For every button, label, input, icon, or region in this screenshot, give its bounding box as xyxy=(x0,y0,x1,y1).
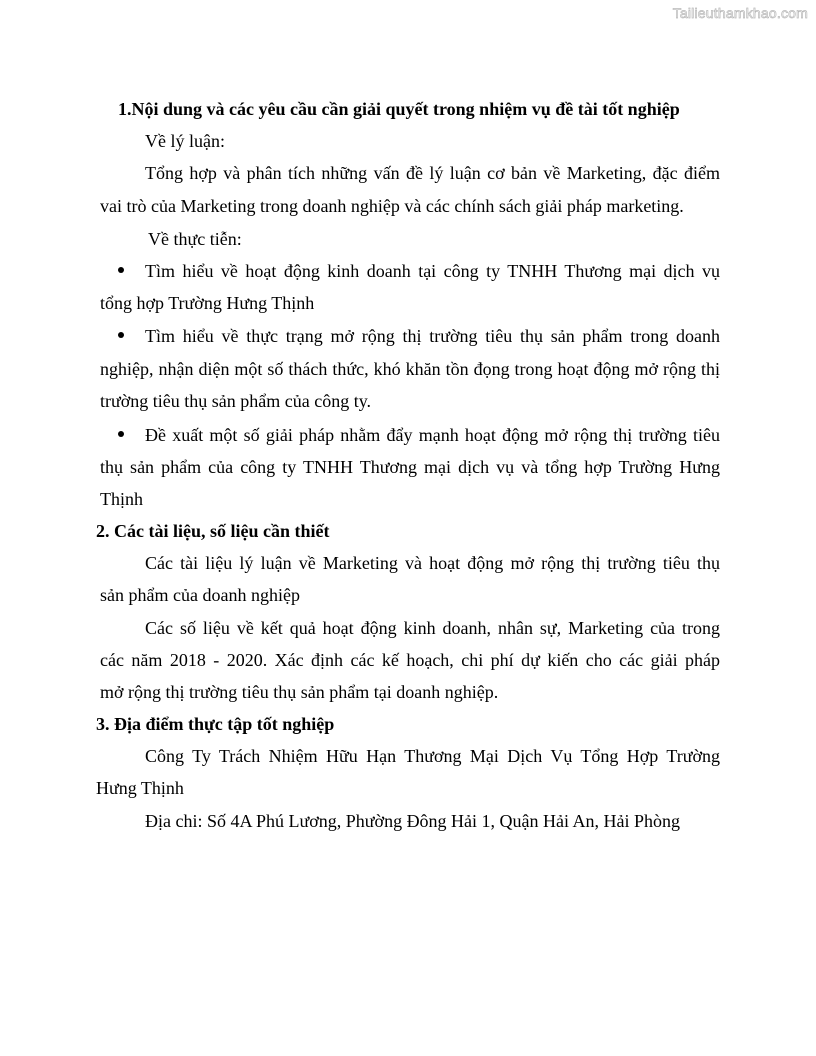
company-line-1: Công Ty Trách Nhiệm Hữu Hạn Thương Mại Dịch Vụ Tổng Hợp Trường xyxy=(145,746,720,766)
theory-label: Về lý luận: xyxy=(145,131,225,151)
bullet-3-line-2: thụ sản phẩm của công ty TNHH Thương mại dịch vụ và tổng hợp Trường Hưng xyxy=(100,457,720,477)
bullet-3-line-3: Thịnh xyxy=(100,489,143,509)
section2-para1-line-1: Các tài liệu lý luận về Marketing và hoạt động mở rộng thị trường tiêu thụ xyxy=(145,553,720,573)
section2-heading: 2. Các tài liệu, số liệu cần thiết xyxy=(96,521,330,541)
theory-text-line-1: Tổng hợp và phân tích những vấn đề lý luận cơ bản về Marketing, đặc điểm xyxy=(145,163,720,183)
company-line-2: Hưng Thịnh xyxy=(96,778,184,798)
bullet-2-line-2: nghiệp, nhận diện một số thách thức, khó khăn tồn đọng trong hoạt động mở rộng thị xyxy=(100,359,720,379)
bullet-2-line-1: Tìm hiểu về thực trạng mở rộng thị trường tiêu thụ sản phẩm trong doanh xyxy=(145,326,720,346)
section2-para2-line-2: các năm 2018 - 2020. Xác định các kế hoạch, chi phí dự kiến cho các giải pháp xyxy=(100,650,720,670)
bullet-dot-3 xyxy=(118,431,124,437)
practice-label: Về thực tiễn: xyxy=(148,229,242,249)
bullet-3-line-1: Đề xuất một số giải pháp nhằm đẩy mạnh hoạt động mở rộng thị trường tiêu xyxy=(145,425,720,445)
section3-heading: 3. Địa điểm thực tập tốt nghiệp xyxy=(96,714,335,734)
bullet-dot-2 xyxy=(118,332,124,338)
bullet-1-line-1: Tìm hiểu về hoạt động kinh doanh tại công ty TNHH Thương mại dịch vụ xyxy=(145,261,720,281)
bullet-1-line-2: tổng hợp Trường Hưng Thịnh xyxy=(100,293,315,313)
address-text: Địa chi: Số 4A Phú Lương, Phường Đông Hải 1, Quận Hải An, Hải Phòng xyxy=(145,811,681,831)
section1-heading: 1.Nội dung và các yêu cầu cần giải quyết trong nhiệm vụ đề tài tốt nghiệp xyxy=(118,99,680,119)
section2-para1-line-2: sản phẩm của doanh nghiệp xyxy=(100,585,300,605)
theory-text-line-2: vai trò của Marketing trong doanh nghiệp và các chính sách giải pháp marketing. xyxy=(100,196,684,216)
bullet-2-line-3: trường tiêu thụ sản phẩm của công ty. xyxy=(100,391,372,411)
bullet-dot-1 xyxy=(118,267,124,273)
watermark-text: Tailieuthamkhao.com xyxy=(672,5,808,21)
section2-para2-line-3: mở rộng thị trường tiêu thụ sản phẩm tại doanh nghiệp. xyxy=(100,682,499,702)
section2-para2-line-1: Các số liệu về kết quả hoạt động kinh doanh, nhân sự, Marketing của trong xyxy=(145,618,720,638)
